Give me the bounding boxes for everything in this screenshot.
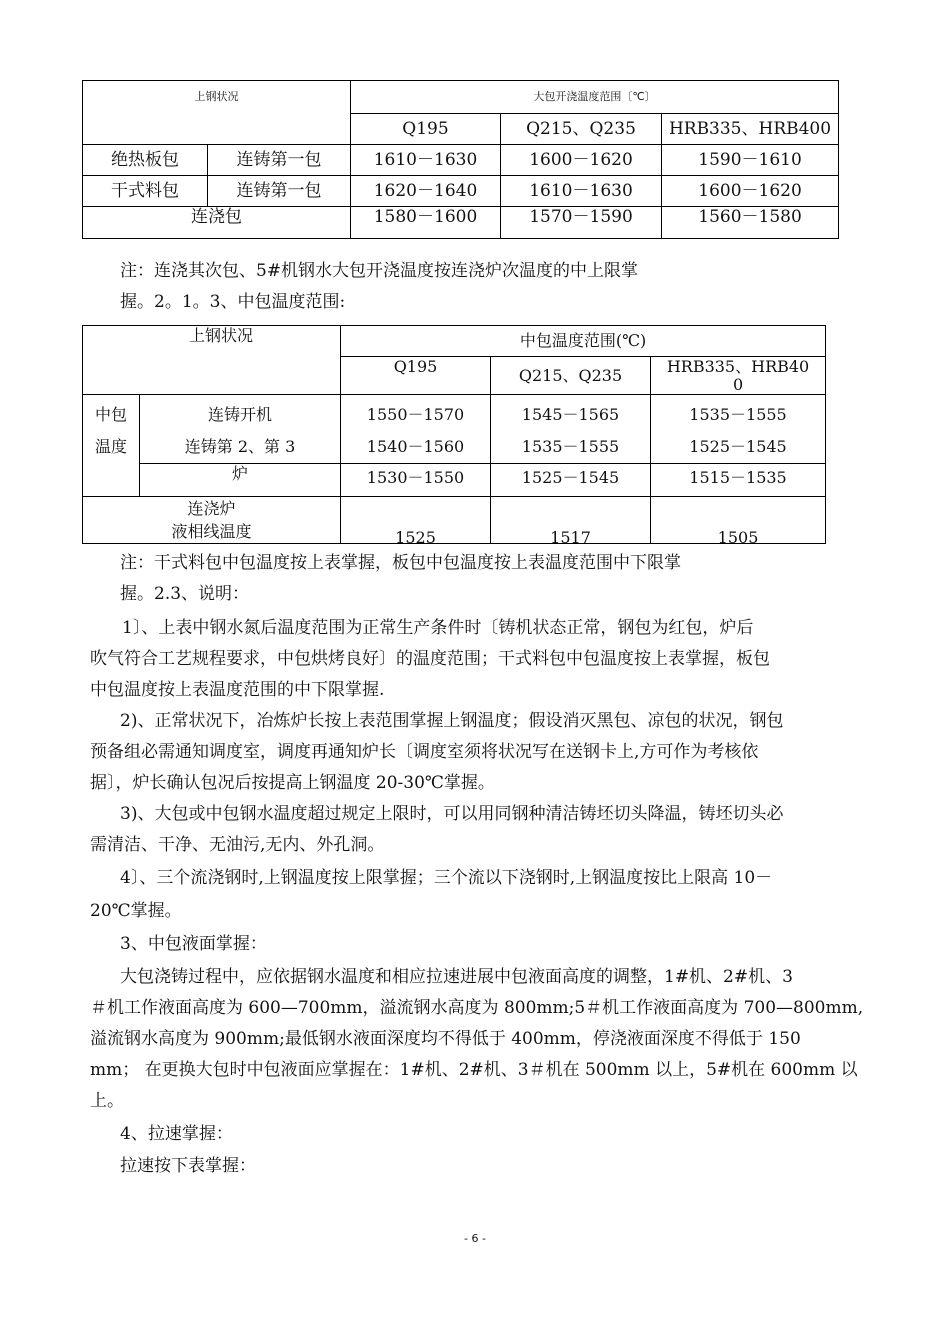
para-1-line-2: 吹气符合工艺规程要求，中包烘烤良好〕的温度范围；干式料包中包温度按上表掌握，板包 — [90, 649, 770, 669]
para-3-line-1: 3)、大包或中包钢水温度超过规定上限时，可以用同钢种清洁铸坯切头降温，铸坯切头必 — [120, 804, 784, 824]
row-label — [140, 395, 341, 464]
tundish-temperature-table — [82, 325, 826, 544]
table-row — [83, 176, 839, 207]
cell-r1: 1535－1555 — [689, 405, 787, 424]
section-3-line-5: 上。 — [90, 1091, 124, 1111]
row-label: 干式料包 — [83, 176, 208, 207]
row-sublabel: 连铸第一包 — [208, 176, 351, 207]
section-3-line-2: ＃机工作液面高度为 600—700mm，溢流钢水高度为 800mm;5＃机工作液面高度为 700—800mm, — [90, 998, 864, 1018]
grade-q215: Q215、Q235 — [491, 357, 651, 395]
cell: 1515－1535 — [651, 464, 826, 497]
row-label-3: 连浇炉 — [187, 499, 236, 518]
para-4-line-2: 20℃掌握。 — [90, 901, 182, 921]
grade-q195: Q195 — [351, 114, 501, 145]
cell-r2: 1540－1560 — [366, 437, 465, 456]
cell: 1570－1590 — [501, 207, 662, 239]
cell: 1580－1600 — [351, 207, 501, 239]
table-row — [83, 207, 839, 239]
cell: 1610－1630 — [351, 145, 501, 176]
section-4-title: 4、拉速掌握： — [120, 1124, 233, 1144]
cell — [341, 395, 491, 464]
row-label — [83, 497, 341, 544]
group-label-line-2: 温度 — [94, 437, 127, 456]
cell-r1: 1550－1570 — [366, 405, 465, 424]
section-3-line-1: 大包浇铸过程中，应依据钢水温度和相应拉速进展中包液面高度的调整，1#机、2#机、3 — [120, 967, 793, 987]
note-1-line-2: 握。2。1。3、中包温度范围: — [120, 292, 346, 312]
section-3-line-4: mm； 在更换大包时中包液面应掌握在：1#机、2#机、3＃机在 500mm 以上，5#机在 600mm 以 — [90, 1060, 858, 1080]
cell: 1590－1610 — [662, 145, 839, 176]
cell — [651, 395, 826, 464]
section-3-line-3: 溢流钢水高度为 900mm;最低钢水液面深度均不得低于 400mm，停浇液面深度不得低于 150 — [90, 1029, 801, 1049]
ladle-temperature-table — [82, 80, 839, 239]
para-1-line-3: 中包温度按上表温度范围的中下限掌握. — [90, 680, 385, 700]
note-1-line-1: 注：连浇其次包、5#机钢水大包开浇温度按连浇炉次温度的中上限掌 — [120, 261, 639, 281]
note-2-line-1: 注：干式料包中包温度按上表掌握，板包中包温度按上表温度范围中下限掌 — [120, 553, 681, 573]
para-2-line-2: 预备组必需通知调度室，调度再通知炉长〔调度室须将状况写在送钢卡上,方可作为考核依 — [90, 742, 759, 762]
cell: 1610－1630 — [501, 176, 662, 207]
row-label-1: 连铸开机 — [208, 405, 273, 424]
header-range: 中包温度范围(℃) — [341, 326, 826, 357]
header-status: 上钢状况 — [83, 81, 351, 145]
cell: 1600－1620 — [662, 176, 839, 207]
cell-r1: 1545－1565 — [521, 405, 620, 424]
section-4-line-1: 拉速按下表掌握： — [120, 1156, 256, 1176]
row-label: 炉 — [140, 464, 341, 497]
row-label: 连浇包 — [83, 207, 351, 239]
row-label-2a: 连铸第 2、第 3 — [184, 437, 296, 456]
para-1-line-1: 1〕、上表中钢水氮后温度范围为正常生产条件时〔铸机状态正常，钢包为红包，炉后 — [122, 618, 754, 638]
grade-q195: Q195 — [341, 357, 491, 395]
para-2-line-3: 据〕，炉长确认包况后按提高上钢温度 20-30℃掌握。 — [90, 773, 495, 793]
cell — [491, 395, 651, 464]
row-sublabel: 连铸第一包 — [208, 145, 351, 176]
cell-r2: 1525－1545 — [689, 437, 787, 456]
para-4-line-1: 4〕、三个流浇钢时,上钢温度按上限掌握；三个流以下浇钢时,上钢温度按比上限高 10－ — [120, 868, 773, 888]
cell: 1560－1580 — [662, 207, 839, 239]
row-label-4: 液相线温度 — [171, 522, 252, 541]
cell: 1525 — [341, 497, 491, 544]
cell: 1517 — [491, 497, 651, 544]
para-3-line-2: 需清洁、干净、无油污,无内、外孔洞。 — [90, 835, 385, 855]
para-2-line-1: 2)、正常状况下，冶炼炉长按上表范围掌握上钢温度；假设消灭黑包、凉包的状况，钢包 — [120, 711, 784, 731]
grade-hrb-line-1: HRB335、HRB40 — [666, 357, 810, 376]
table-row — [83, 145, 839, 176]
group-label — [83, 395, 140, 497]
header-status: 上钢状况 — [83, 326, 341, 395]
section-3-title: 3、中包液面掌握： — [120, 934, 267, 954]
cell: 1600－1620 — [501, 145, 662, 176]
grade-hrb-line-2: 0 — [732, 375, 744, 394]
grade-hrb: HRB335、HRB400 — [662, 114, 839, 145]
cell-r2: 1535－1555 — [521, 437, 620, 456]
group-label-line-1: 中包 — [94, 405, 127, 424]
grade-q215: Q215、Q235 — [501, 114, 662, 145]
cell: 1530－1550 — [341, 464, 491, 497]
note-2-line-2: 握。2.3、说明： — [120, 584, 250, 604]
grade-hrb — [651, 357, 826, 395]
page-number: - 6 - — [464, 1232, 486, 1245]
cell: 1620－1640 — [351, 176, 501, 207]
row-label: 绝热板包 — [83, 145, 208, 176]
header-range: 大包开浇温度范围〔℃〕 — [351, 81, 839, 114]
cell: 1525－1545 — [491, 464, 651, 497]
cell: 1505 — [651, 497, 826, 544]
